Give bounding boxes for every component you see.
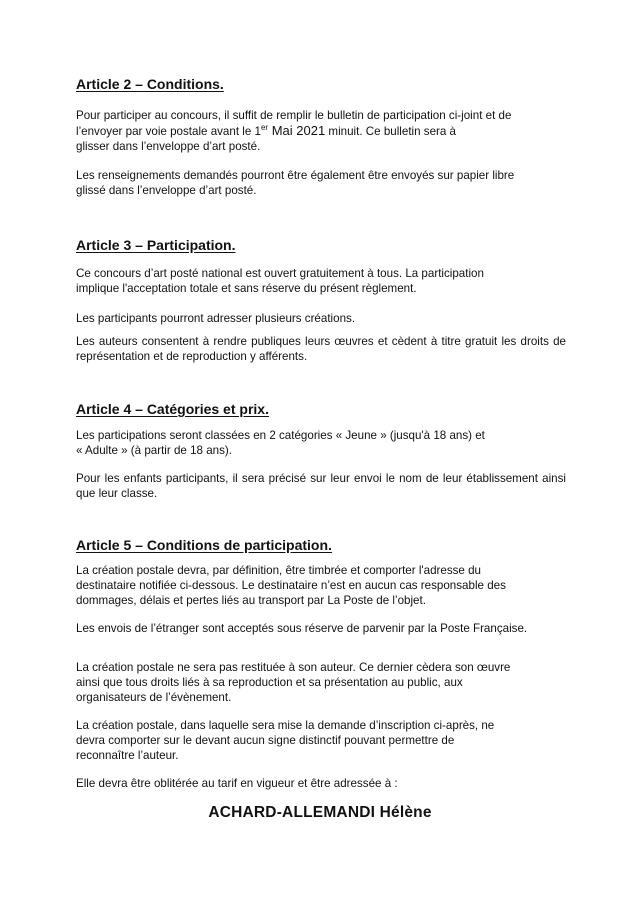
article-2-p2-line-2: glissé dans l’enveloppe d’art posté. xyxy=(76,184,257,198)
article-4-p1-line-2: « Adulte » (à partir de 18 ans). xyxy=(76,444,232,458)
article-4-paragraph-2: Pour les enfants participants, il sera précisé sur leur envoi le nom de leur établissement ainsi que leur classe. xyxy=(76,472,566,501)
recipient-name: ACHARD-ALLEMANDI Hélène xyxy=(208,804,432,821)
article-5-p3-line-3: organisateurs de l’évènement. xyxy=(76,691,232,705)
article-4-paragraph-1 xyxy=(76,428,566,458)
article-2-p2-line-1: Les renseignements demandés pourront être également être envoyés sur papier libre xyxy=(76,169,515,182)
article-5-p1-line-1: La création postale devra, par définition, être timbrée et comporter l'adresse du xyxy=(76,564,481,577)
article-5-paragraph-2: Les envois de l’étranger sont acceptés sous réserve de parvenir par la Poste Française. xyxy=(76,622,528,635)
article-3-paragraph-2: Les participants pourront adresser plusieurs créations. xyxy=(76,312,356,325)
article-5-paragraph-1 xyxy=(76,563,566,609)
article-2-p1-line-2 xyxy=(76,123,566,139)
article-5-p1-line-3: dommages, délais et pertes liés au transport par La Poste de l’objet. xyxy=(76,594,426,608)
article-5-heading: Article 5 – Conditions de participation. xyxy=(76,537,332,553)
article-5-paragraph-3 xyxy=(76,660,566,706)
article-5-p4-line-2: devra comporter sur le devant aucun signe distinctif pouvant permettre de xyxy=(76,734,455,748)
article-2-heading: Article 2 – Conditions. xyxy=(76,76,224,92)
article-2-paragraph-2 xyxy=(76,168,566,198)
article-3-paragraph-1 xyxy=(76,266,566,296)
article-3-p1-line-1: Ce concours d’art posté national est ouvert gratuitement à tous. La participation xyxy=(76,267,484,280)
article-3-p1-line-2: implique l'acceptation totale et sans réserve du présent règlement. xyxy=(76,282,417,296)
article-5-p4-line-3: reconnaître l’auteur. xyxy=(76,749,179,763)
ordinal-superscript: er xyxy=(260,123,269,133)
article-2-p1-line-2-c: minuit. Ce bulletin sera à xyxy=(325,125,457,139)
article-2-paragraph-1 xyxy=(76,108,566,155)
article-5-paragraph-4 xyxy=(76,718,566,764)
article-2-p1-line-3: glisser dans l’enveloppe d’art posté. xyxy=(76,140,261,154)
article-5-p4-line-1: La création postale, dans laquelle sera mise la demande d’inscription ci-après, ne xyxy=(76,719,495,732)
deadline-date: Mai 2021 xyxy=(268,123,326,139)
article-2-p1-line-2-a: l’envoyer par voie postale avant le 1 xyxy=(76,125,261,139)
article-3-paragraph-3: Les auteurs consentent à rendre publiques leurs œuvres et cèdent à titre gratuit les droits de représentation et de reproduction y afférents. xyxy=(76,335,566,364)
article-3-heading: Article 3 – Participation. xyxy=(76,237,236,253)
article-4-heading: Article 4 – Catégories et prix. xyxy=(76,401,269,417)
article-2-p1-line-1: Pour participer au concours, il suffit de remplir le bulletin de participation ci-joint et de xyxy=(76,109,512,122)
article-5-paragraph-5: Elle devra être oblitérée au tarif en vigueur et être adressée à : xyxy=(76,777,398,790)
article-5-p1-line-2: destinataire notifiée ci-dessous. Le destinataire n’est en aucun cas responsable des xyxy=(76,579,506,593)
article-5-p3-line-2: ainsi que tous droits liés à sa reproduction et sa présentation au public, aux xyxy=(76,676,463,690)
article-5-p3-line-1: La création postale ne sera pas restituée à son auteur. Ce dernier cèdera son œuvre xyxy=(76,661,511,674)
article-4-p1-line-1: Les participations seront classées en 2 catégories « Jeune » (jusqu'à 18 ans) et xyxy=(76,429,485,442)
